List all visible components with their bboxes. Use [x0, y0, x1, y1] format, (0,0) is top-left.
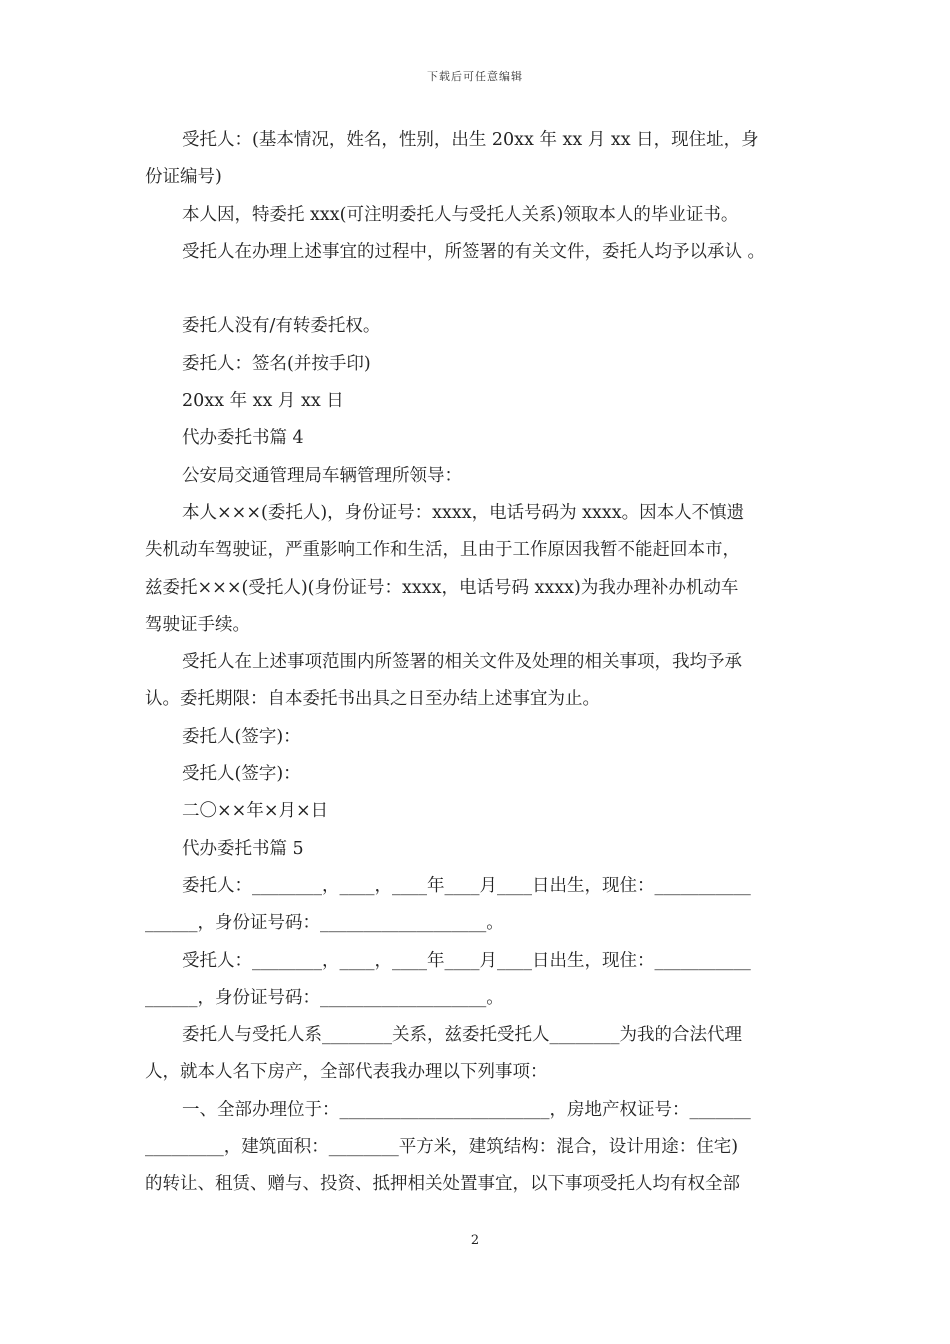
text-line: 认。委托期限：自本委托书出具之日至办结上述事宜为止。: [145, 689, 600, 710]
text-line: 委托人：________，____，____年____月____日出生，现住：___________: [182, 875, 751, 896]
blank-line: [145, 271, 809, 308]
document-body: [145, 122, 809, 1204]
text-line: 二〇××年×月×日: [182, 801, 329, 822]
text-line: 本人×××(委托人)，身份证号：xxxx，电话号码为 xxxx。因本人不慎遗: [182, 502, 745, 523]
text-line: 受托人在上述事项范围内所签署的相关文件及处理的相关事项，我均予承: [182, 652, 742, 673]
text-line: 受托人在办理上述事宜的过程中，所签署的有关文件，委托人均予以承认 。: [182, 241, 766, 262]
text-line: 的转让、租赁、赠与、投资、抵押相关处置事宜，以下事项受托人均有权全部: [145, 1174, 740, 1195]
page-number: 2: [470, 1233, 480, 1248]
text-line: 委托人：签名(并按手印): [182, 353, 371, 374]
text-line: _________，建筑面积：________平方米，建筑结构：混合，设计用途：住宅): [145, 1137, 739, 1158]
text-line: 代办委托书篇 4: [182, 428, 304, 449]
text-line: 人，就本人名下房产，全部代表我办理以下列事项：: [145, 1062, 548, 1083]
text-line: 份证编号): [145, 167, 222, 188]
text-line: 委托人没有/有转委托权。: [182, 316, 381, 337]
text-line: 委托人与受托人系________关系，兹委托受托人________为我的合法代理: [182, 1025, 742, 1046]
text-line: 受托人：(基本情况，姓名，性别，出生 20xx 年 xx 月 xx 日，现住址，身: [182, 130, 759, 150]
text-line: 一、全部办理位于：________________________，房地产权证号：_______: [182, 1099, 751, 1120]
text-line: 受托人：________，____，____年____月____日出生，现住：___________: [182, 950, 751, 971]
text-line: ______，身份证号码：___________________。: [145, 913, 504, 934]
text-line: 受托人(签字)：: [182, 764, 301, 785]
text-line: 20xx 年 xx 月 xx 日: [182, 391, 344, 412]
text-line: 委托人(签字)：: [182, 726, 301, 747]
text-line: 驾驶证手续。: [145, 614, 250, 635]
page-header: 下载后可任意编辑: [427, 70, 523, 83]
text-line: 本人因，特委托 xxx(可注明委托人与受托人关系)领取本人的毕业证书。: [182, 204, 739, 225]
text-line: 代办委托书篇 5: [182, 838, 304, 859]
text-line: 失机动车驾驶证，严重影响工作和生活，且由于工作原因我暂不能赶回本市，: [145, 540, 740, 561]
text-line: 兹委托×××(受托人)(身份证号：xxxx，电话号码 xxxx)为我办理补办机动车: [145, 577, 739, 598]
text-line: 公安局交通管理局车辆管理所领导：: [182, 465, 462, 486]
text-line: ______，身份证号码：___________________。: [145, 987, 504, 1008]
